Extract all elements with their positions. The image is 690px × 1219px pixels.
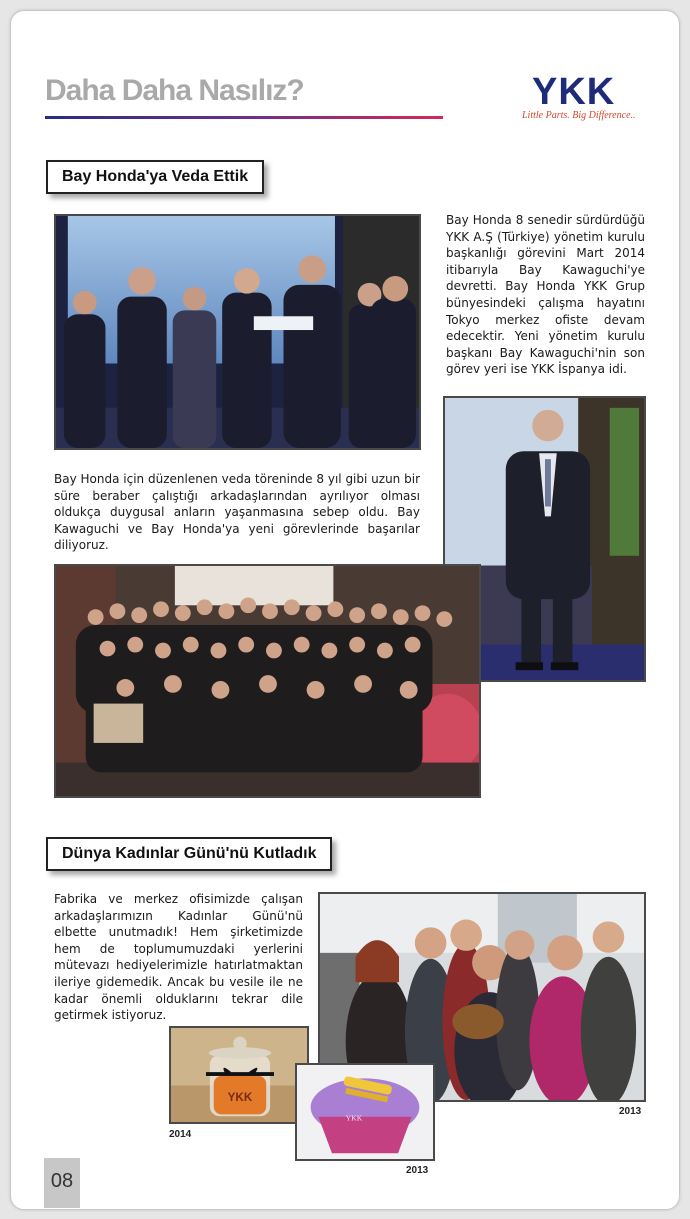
jar-label: YKK [227,1091,253,1104]
title-underline [45,116,443,119]
photo-candy-jar [169,1026,309,1124]
section-heading-farewell: Bay Honda'ya Veda Ettik [46,160,264,194]
cupcake-label: YKK [345,1113,363,1123]
page-title: Daha Daha Nasılız? [45,74,304,107]
photo-farewell-ceremony [54,214,421,450]
womens-day-paragraph: Fabrika ve merkez ofisimizde çalışan arkadaşlarımızın Kadınlar Günü'nü elbette unutmadık! Hem şirketimizde hem de toplumumuzdaki yerlerini mütevazı hediyelerimizle hatırlatmaktan ileriye gidemedik. Ancak bu vesile ile ne kadar önemli olduklarını tekrar dile getirmek istiyoruz. [54,892,303,1023]
page-number-box [44,1158,80,1208]
caption-cupcake-2013: 2013 [406,1165,429,1176]
photo-group-farewell [54,564,481,798]
logo-wordmark: YKK [532,71,616,113]
ykk-logo [520,72,650,124]
farewell-paragraph-right: Bay Honda 8 senedir sürdürdüğü YKK A.Ş (Türkiye) yönetim kurulu başkanlığı görevini Mart 2014 itibarıyla Bay Kawaguchi'ye devretti. Bay Honda YKK Grup bünyesindeki çalışma hayatını Tokyo merkez ofiste devam edecektir. Yeni yönetim kurulu başkanı Bay Kawaguchi'nin son görev yeri ise YKK İspanya idi. [446,213,645,377]
page-number: 08 [50,1170,74,1192]
caption-group-2013: 2013 [619,1106,642,1117]
caption-jar-2014: 2014 [169,1129,192,1140]
farewell-paragraph-left: Bay Honda için düzenlenen veda töreninde 8 yıl gibi uzun bir süre beraber çalıştığı arkadaşlarından ayrılıyor olması oldukça duygusal anların yaşanmasına sebep oldu. Bay Kawaguchi ve Bay Honda'ya yeni görevlerinde başarılar diliyoruz. [54,472,420,553]
section-heading-womens-day: Dünya Kadınlar Günü'nü Kutladık [46,837,332,871]
logo-tagline: Little Parts. Big Difference.. [522,110,636,121]
photo-cupcake [295,1063,435,1161]
